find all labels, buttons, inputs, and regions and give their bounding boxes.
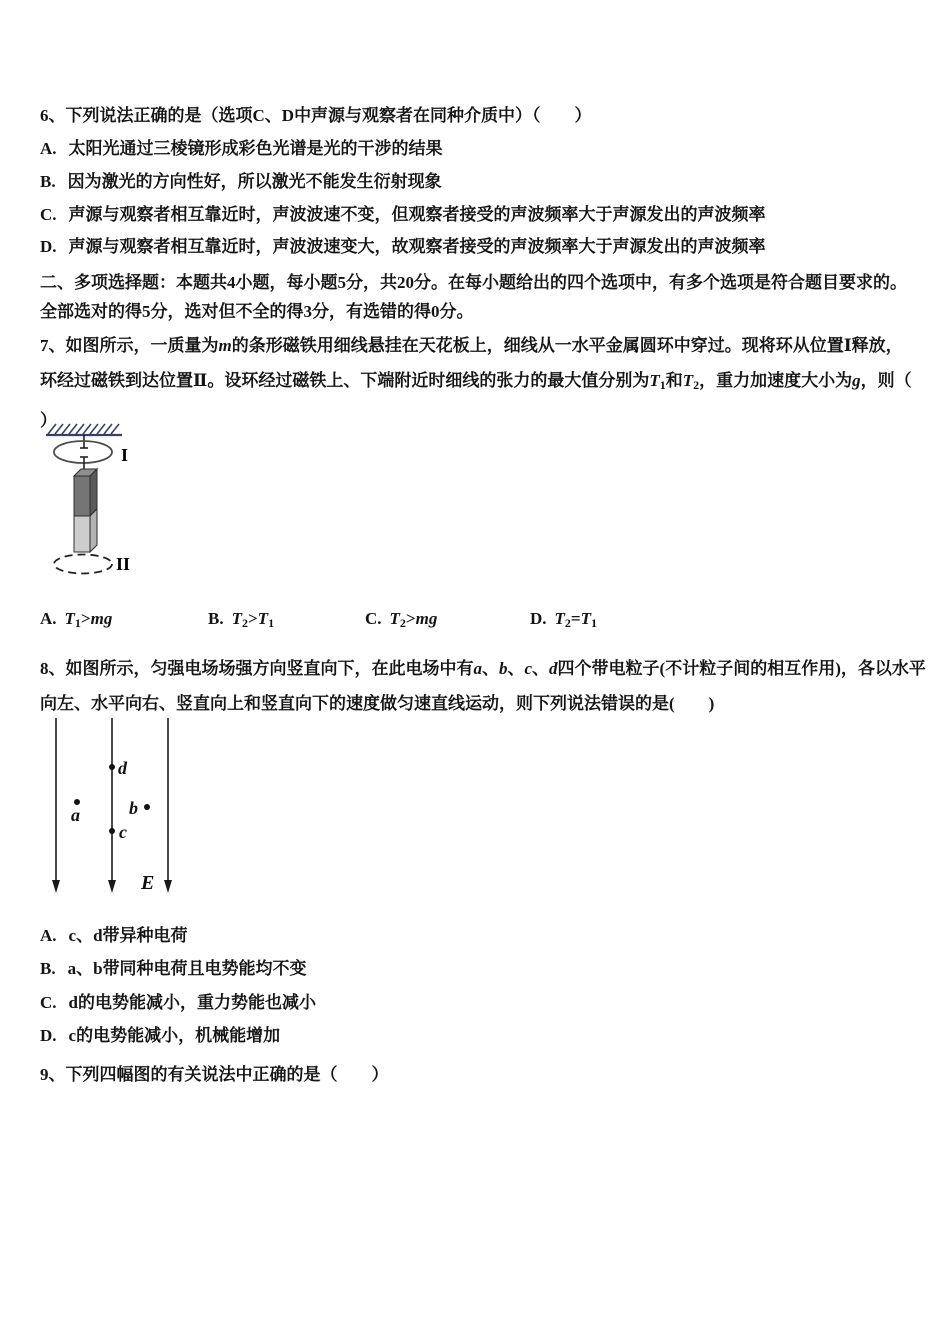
option-text: 声源与观察者相互靠近时，声波波速不变，但观察者接受的声波频率大于声源发出的声波频率 [68, 205, 766, 224]
option-text: a、b带同种电荷且电势能均不变 [67, 959, 307, 978]
option-text: 声源与观察者相互靠近时，声波波速变大，故观察者接受的声波频率大于声源发出的声波频率 [68, 237, 766, 256]
magnet-side-lower [90, 509, 97, 552]
bar-magnet [74, 469, 97, 552]
option-letter: C. [40, 205, 57, 224]
option-letter: C. [365, 609, 382, 628]
option-letter: A. [40, 926, 57, 945]
option-text: d的电势能减小，重力势能也减小 [68, 993, 316, 1012]
charge-label-d: d [118, 758, 127, 778]
question-6-option-a [40, 138, 443, 160]
ring-position-2 [54, 555, 112, 574]
ceiling-hatch [48, 424, 119, 434]
option-letter: A. [40, 609, 57, 628]
question-8-option-b [40, 958, 307, 980]
charge-dot-d [109, 764, 115, 770]
option-letter: B. [40, 959, 56, 978]
option-text: 因为激光的方向性好，所以激光不能发生衍射现象 [67, 172, 442, 191]
position-1-label: I [121, 445, 129, 465]
question-7-option-d [530, 609, 597, 631]
field-label-E: E [141, 872, 155, 894]
magnet-front-lower [74, 516, 90, 552]
section-2-instructions [40, 269, 925, 326]
magnet-side-upper [90, 469, 97, 516]
question-8-line-1: 8、如图所示，匀强电场场强方向竖直向下，在此电场中有a、b、c、d四个带电粒子(不计粒子间的相互作用)，各以水平 [40, 659, 926, 678]
question-8-option-d [40, 1025, 280, 1047]
option-letter: A. [40, 139, 57, 158]
question-8-option-c [40, 992, 316, 1014]
charge-dot-b [144, 804, 150, 810]
ring-position-1 [54, 441, 112, 463]
charge-label-c: c [119, 822, 127, 842]
option-letter: D. [530, 609, 547, 628]
charge-label-a: a [71, 805, 80, 825]
question-7-option-c [365, 609, 437, 631]
question-6-title: 6、下列说法正确的是（选项C、D中声源与观察者在同种介质中）（ ） [40, 106, 592, 125]
option-letter: B. [40, 172, 56, 191]
question-7-line-1: 7、如图所示，一质量为m的条形磁铁用细线悬挂在天花板上，细线从一水平金属圆环中穿过。现将环从位置Ⅰ释放， [40, 336, 903, 355]
option-text: 太阳光通过三棱镜形成彩色光谱是光的干涉的结果 [68, 139, 443, 158]
question-7-line-2: 环经过磁铁到达位置Ⅱ。设环经过磁铁上、下端附近时细线的张力的最大值分别为$T_1$和$T_2$，重力加速度大小为g，则（ [40, 371, 912, 392]
option-letter: D. [40, 237, 57, 256]
arrowhead-middle [108, 880, 116, 893]
charge-label-b: b [129, 798, 138, 818]
question-8-option-a [40, 925, 188, 947]
question-7-line-3: ） [40, 411, 57, 430]
position-2-label: II [116, 554, 131, 574]
option-letter: C. [40, 993, 57, 1012]
question-7-option-a [40, 609, 112, 631]
question-8-stem [40, 651, 930, 721]
question-8-figure [40, 712, 205, 900]
option-text: c的电势能减小，机械能增加 [68, 1026, 281, 1045]
arrowhead-right [164, 880, 172, 893]
question-8-line-2: 向左、水平向右、竖直向上和竖直向下的速度做匀速直线运动，则下列说法错误的是( ) [40, 694, 715, 713]
question-9-title: 9、下列四幅图的有关说法中正确的是（ ） [40, 1065, 389, 1084]
question-7-options [0, 609, 950, 633]
question-7-figure [42, 421, 212, 593]
section-2-line-2: 全部选对的得5分，选对但不全的得3分，有选错的得0分。 [40, 301, 474, 321]
option-formula: $T_1>mg$ [64, 609, 113, 630]
field-lines [56, 718, 168, 882]
section-2-line-1: 二、多项选择题：本题共4小题，每小题5分，共20分。在每小题给出的四个选项中，有多个选项是符合题目要求的。 [40, 273, 907, 292]
question-6-option-d [40, 236, 766, 258]
option-letter: D. [40, 1026, 57, 1045]
option-letter: B. [208, 609, 224, 628]
magnet-front-upper [74, 476, 90, 516]
option-formula: $T_2>mg$ [389, 609, 438, 630]
question-6-option-c [40, 204, 766, 226]
option-text: c、d带异种电荷 [68, 926, 188, 945]
question-7-option-b [208, 609, 274, 631]
charge-dot-c [109, 828, 115, 834]
question-6-option-b [40, 171, 442, 193]
option-formula: $T_2>T_1$ [231, 609, 275, 630]
option-formula: $T_2=T_1$ [554, 609, 597, 630]
arrowhead-left [52, 880, 60, 893]
